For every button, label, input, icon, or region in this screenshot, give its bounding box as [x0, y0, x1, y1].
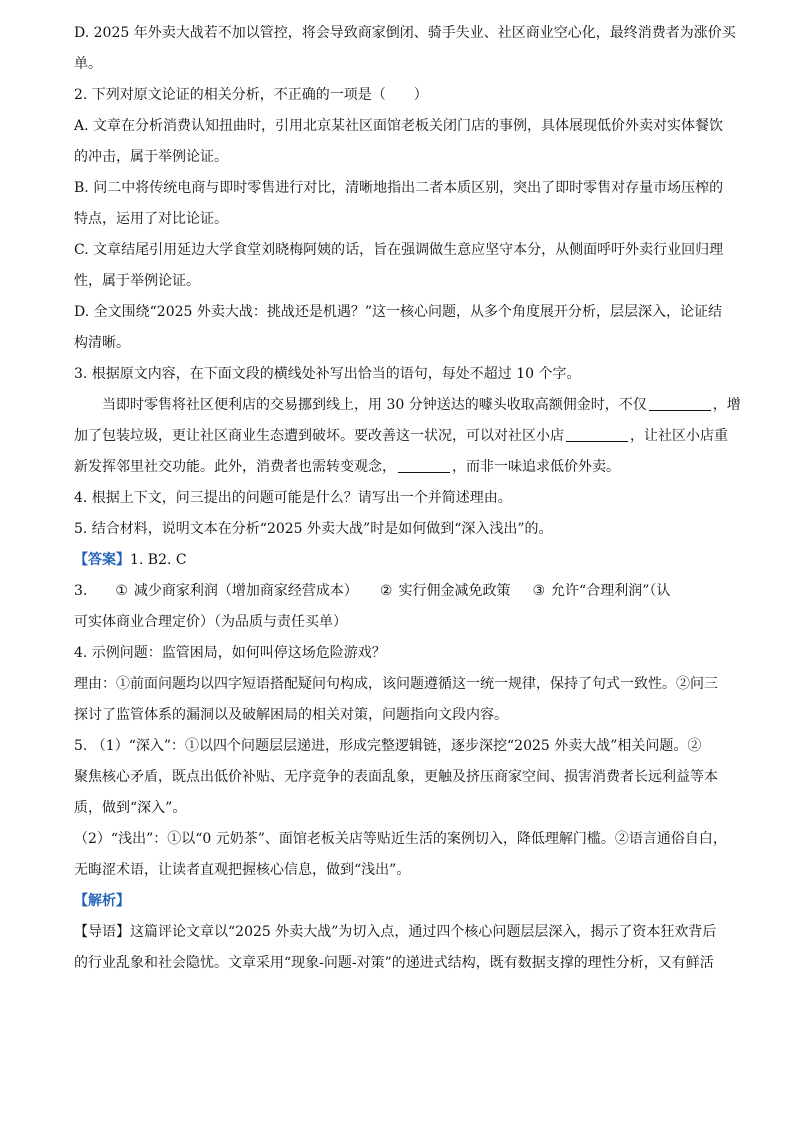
intro-line-1: [74, 917, 734, 948]
fill-blank-1: [649, 396, 711, 411]
q2-option-d-cont: 构清晰。: [74, 335, 130, 351]
answer-5-part-1: 5. （1）“深入”：①以四个问题层层递进，形成完整逻辑链，逐步深挖“2025 外卖大战”相关问题。②: [74, 738, 702, 754]
question-3: 3. 根据原文内容，在下面文段的横线处补写出恰当的语句，每处不超过 10 个字。: [74, 366, 581, 382]
q3-text: ，让社区小店重: [630, 428, 728, 444]
fill-blank-2: [566, 427, 628, 442]
answer-3-item-2: 实行佣金减免政策: [398, 583, 511, 599]
answer-5-part-2: （2）“浅出”：①以“0 元奶茶”、面馆老板关店等贴近生活的案例切入，降低理解门槛。②语言通俗自白，: [74, 831, 727, 847]
answer-3-item-1: 减少商家利润（增加商家经营成本）: [133, 583, 358, 599]
q3-passage-line-1: [74, 390, 741, 421]
answer-5-part-2-cont: 无晦涩术语，让读者直观把握核心信息，做到“浅出”。: [74, 862, 411, 878]
option-d-line: D. 2025 年外卖大战若不加以管控，将会导致商家倒闭、骑手失业、社区商业空心化，最终消费者为涨价买: [74, 25, 736, 41]
intro-text: 这篇评论文章以“2025 外卖大战”为切入点，通过四个核心问题层层深入，揭示了资本狂欢背后: [130, 924, 717, 940]
option-d-line-cont: 单。: [74, 56, 102, 72]
q3-text: ，增: [712, 397, 741, 413]
answer-4-reason: 理由：①前面问题均以四字短语搭配疑问句构成，该问题遵循这一统一规律，保持了句式一致性。②问三: [74, 676, 718, 692]
answer-5-part-1-end: 质，做到“深入”。: [74, 800, 187, 816]
answer-5-part-1-cont: 聚焦核心矛盾，既点出低价补贴、无序竞争的表面乱象，更触及挤压商家空间、损害消费者长远利益等本: [74, 769, 718, 785]
q3-text: 当即时零售将社区便利店的交易挪到线上，用 30 分钟送达的噱头收取高额佣金时，不仅: [102, 397, 647, 413]
q2-option-a-cont: 的冲击，属于举例论证。: [74, 149, 228, 165]
q3-passage-line-2: [74, 421, 734, 452]
q2-option-b-cont: 特点，运用了对比论证。: [74, 211, 228, 227]
fill-blank-3: [398, 458, 450, 473]
answer-4-reason-cont: 探讨了监管体系的漏洞以及破解困局的相关对策，问题指向文段内容。: [74, 707, 508, 723]
answer-3: [74, 576, 734, 607]
question-5: 5. 结合材料，说明文本在分析“2025 外卖大战”时是如何做到“深入浅出”的。: [74, 521, 553, 537]
q3-passage-line-3: [74, 452, 734, 483]
answer-3-item-3: 允许“合理利润”（认: [551, 583, 671, 599]
analysis-tag: 【解析】: [74, 893, 130, 909]
answer-4: 4. 示例问题：监管困局，如何叫停这场危险游戏？: [74, 645, 386, 661]
q2-option-a: A. 文章在分析消费认知扭曲时，引用北京某社区面馆老板关闭门店的事例，具体展现低价外卖对实体餐饮: [74, 118, 724, 134]
q3-text: ，而非一味追求低价外卖。: [452, 459, 620, 475]
q2-option-d: D. 全文围绕“2025 外卖大战：挑战还是机遇？”这一核心问题，从多个角度展开分析，层层深入，论证结: [74, 304, 723, 320]
question-2: 2. 下列对原文论证的相关分析，不正确的一项是（ ）: [74, 87, 428, 103]
document-page: [74, 18, 741, 979]
analysis-header: [74, 886, 734, 917]
answer-header: [74, 545, 734, 576]
intro-line-2: 的行业乱象和社会隐忧。文章采用“现象-问题-对策”的递进式结构，既有数据支撑的理性分析，又有鲜活: [74, 955, 714, 971]
q2-option-c: C. 文章结尾引用延边大学食堂刘晓梅阿姨的话，旨在强调做生意应坚守本分，从侧面呼吁外卖行业回归理: [74, 242, 724, 258]
answer-3-cont: 可实体商业合理定价）（为品质与责任买单）: [74, 614, 347, 630]
answer-3-number: 3.: [74, 583, 88, 599]
q2-option-b: B. 问二中将传统电商与即时零售进行对比，清晰地指出二者本质区别，突出了即时零售对存量市场压榨的: [74, 180, 724, 196]
answer-tag: 【答案】: [74, 552, 130, 568]
q2-option-c-cont: 性，属于举例论证。: [74, 273, 200, 289]
circle-3: ③: [532, 583, 546, 599]
q3-text: 加了包装垃圾，更让社区商业生态遭到破坏。要改善这一状况，可以对社区小店: [74, 428, 564, 444]
circle-1: ①: [115, 583, 128, 599]
q3-text: 新发挥邻里社交功能。此外，消费者也需转变观念，: [74, 459, 396, 475]
answer-1-2: 1. B2. C: [130, 552, 187, 568]
intro-tag: 【导语】: [74, 924, 130, 940]
circle-2: ②: [379, 583, 393, 599]
question-4: 4. 根据上下文，问三提出的问题可能是什么？请写出一个并简述理由。: [74, 490, 512, 506]
